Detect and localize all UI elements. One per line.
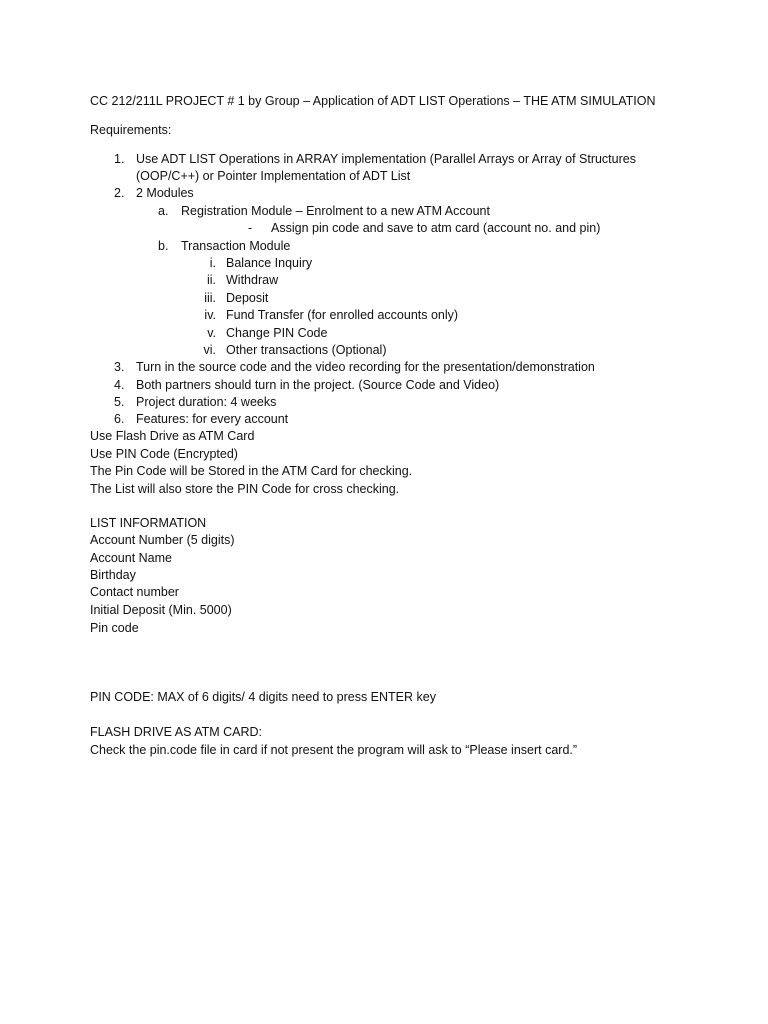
transaction-item: Balance Inquiry <box>226 256 313 270</box>
transaction-item: Withdraw <box>226 273 279 287</box>
flash-drive-text: Check the pin.code file in card if not present the program will ask to “Please insert card.” <box>90 743 578 757</box>
list-field: Birthday <box>90 568 136 582</box>
list-item-text: Use ADT LIST Operations in ARRAY implementation (Parallel Arrays or Array of Structures <box>136 152 636 166</box>
pin-code-note: PIN CODE: MAX of 6 digits/ 4 digits need to press ENTER key <box>90 690 436 704</box>
roman-marker: ii. <box>206 273 216 287</box>
list-item-number: 4. <box>114 378 125 392</box>
transaction-item: Fund Transfer (for enrolled accounts only) <box>226 308 459 322</box>
bullet-dash: - <box>248 221 253 235</box>
flash-drive-heading: FLASH DRIVE AS ATM CARD: <box>90 725 263 739</box>
module-marker: b. <box>158 239 169 253</box>
roman-marker: iii. <box>204 291 216 305</box>
registration-subitem: Assign pin code and save to atm card (account no. and pin) <box>271 221 601 235</box>
list-field: Contact number <box>90 585 179 599</box>
roman-marker: v. <box>207 326 216 340</box>
list-item-number: 2. <box>114 186 125 200</box>
transaction-item: Deposit <box>226 291 269 305</box>
transaction-item: Change PIN Code <box>226 326 328 340</box>
module-marker: a. <box>158 204 169 218</box>
note-line: The Pin Code will be Stored in the ATM Card for checking. <box>90 464 413 478</box>
list-item-text: Features: for every account <box>136 412 289 426</box>
list-item-number: 3. <box>114 360 125 374</box>
list-field: Initial Deposit (Min. 5000) <box>90 603 232 617</box>
list-item-text: Both partners should turn in the project. (Source Code and Video) <box>136 378 500 392</box>
list-item-continuation: (OOP/C++) or Pointer Implementation of ADT List <box>136 169 411 183</box>
list-information-heading: LIST INFORMATION <box>90 516 207 530</box>
transaction-item: Other transactions (Optional) <box>226 343 387 357</box>
roman-marker: i. <box>209 256 216 270</box>
roman-marker: iv. <box>204 308 216 322</box>
document-title: CC 212/211L PROJECT # 1 by Group – Application of ADT LIST Operations – THE ATM SIMULATION <box>90 94 656 108</box>
module-registration: Registration Module – Enrolment to a new ATM Account <box>181 204 490 218</box>
roman-marker: vi. <box>203 343 216 357</box>
list-item-text: Project duration: 4 weeks <box>136 395 277 409</box>
module-transaction: Transaction Module <box>181 239 291 253</box>
list-item-number: 5. <box>114 395 125 409</box>
list-item-number: 1. <box>114 152 125 166</box>
note-line: Use Flash Drive as ATM Card <box>90 429 255 443</box>
list-item-text: Turn in the source code and the video recording for the presentation/demonstration <box>136 360 595 374</box>
list-field: Account Name <box>90 551 172 565</box>
note-line: Use PIN Code (Encrypted) <box>90 447 238 461</box>
list-item-text: 2 Modules <box>136 186 194 200</box>
list-field: Pin code <box>90 621 139 635</box>
requirements-heading: Requirements: <box>90 123 172 137</box>
note-line: The List will also store the PIN Code for cross checking. <box>90 482 400 496</box>
list-field: Account Number (5 digits) <box>90 533 235 547</box>
list-item-number: 6. <box>114 412 125 426</box>
